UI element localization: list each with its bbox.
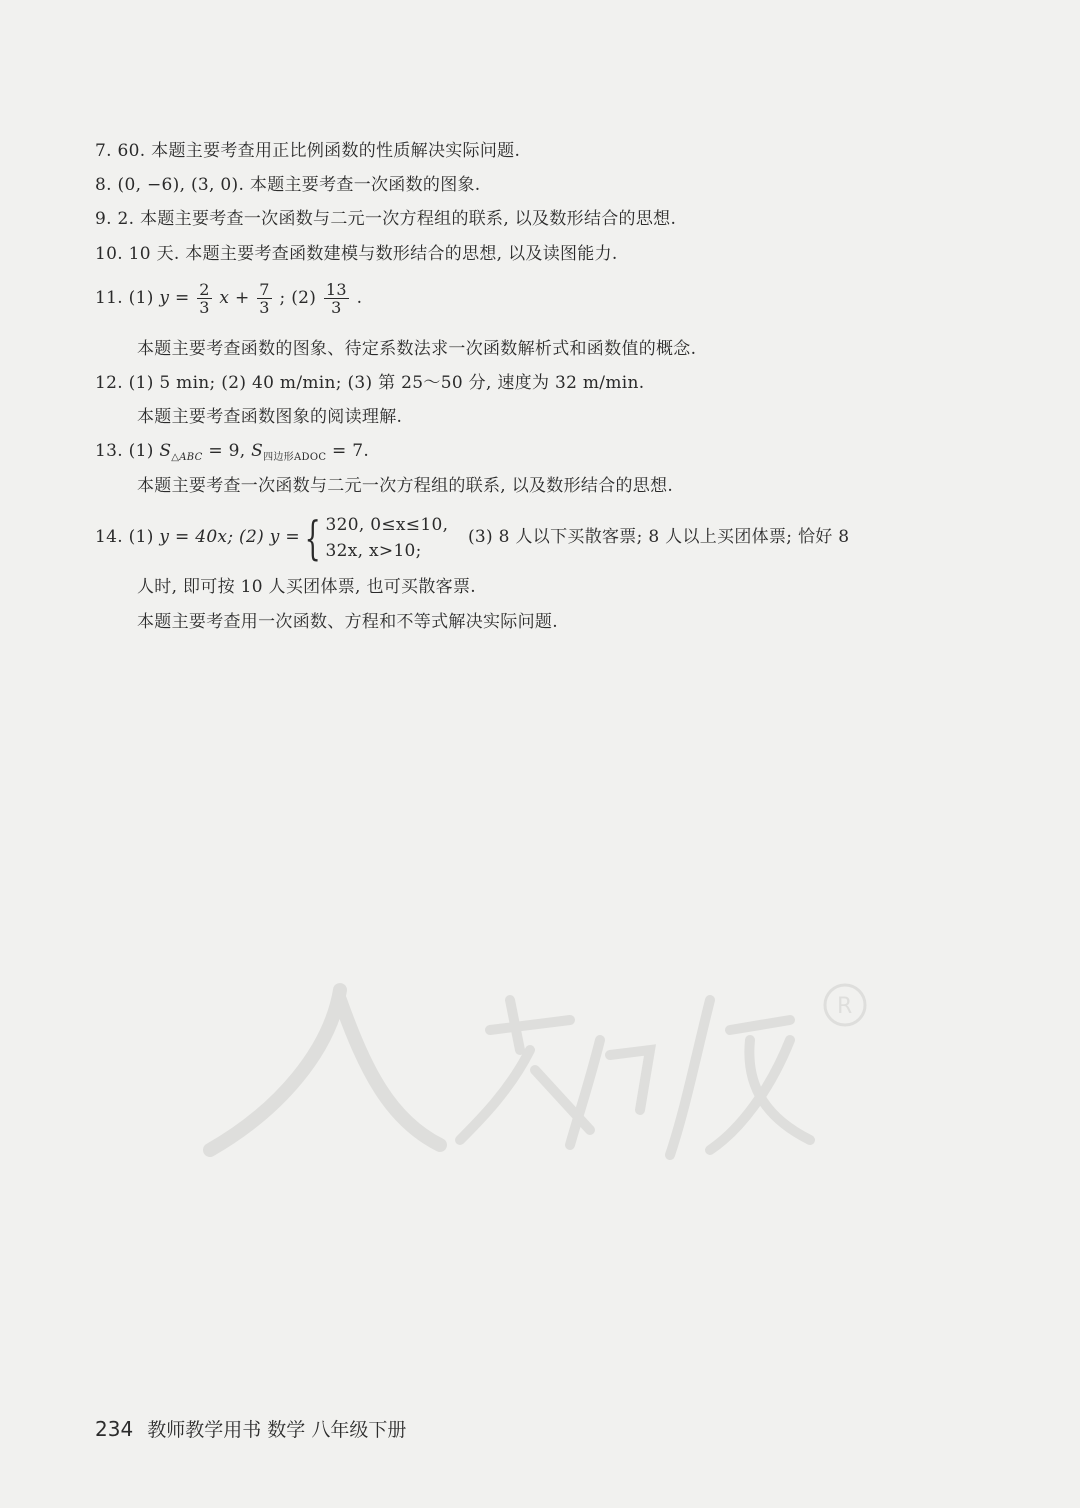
- answer-14-y-eq: y =: [269, 527, 300, 547]
- piecewise-cases: [325, 512, 448, 564]
- area-symbol: S: [159, 441, 172, 461]
- case-2: 32x, x>10;: [325, 540, 422, 561]
- answer-12-note: 本题主要考查函数图象的阅读理解.: [137, 407, 403, 427]
- answer-11-y-eq: y =: [159, 288, 190, 308]
- answer-11-prefix: 11. (1): [95, 288, 154, 308]
- answer-14-prefix: 14. (1): [95, 527, 154, 547]
- fraction-denominator: 3: [331, 298, 342, 317]
- fraction-13-3: [324, 281, 349, 316]
- answer-14: [95, 510, 849, 564]
- answer-13-note: 本题主要考查一次函数与二元一次方程组的联系, 以及数形结合的思想.: [137, 476, 674, 496]
- answer-11-note: 本题主要考查函数的图象、待定系数法求一次函数解析式和函数值的概念.: [137, 339, 697, 359]
- answer-14-note: 本题主要考查用一次函数、方程和不等式解决实际问题.: [137, 612, 558, 632]
- page-footer: [95, 1415, 406, 1442]
- svg-text:R: R: [837, 994, 853, 1019]
- area-value: = 9,: [208, 441, 246, 461]
- fraction-7-3: [257, 281, 271, 316]
- answer-13: [95, 440, 369, 469]
- answer-9: 9. 2. 本题主要考查一次函数与二元一次方程组的联系, 以及数形结合的思想.: [95, 209, 677, 229]
- book-title: 教师教学用书 数学 八年级下册: [147, 1419, 407, 1441]
- answer-8: 8. (0, −6), (3, 0). 本题主要考查一次函数的图象.: [95, 175, 481, 195]
- answer-11: [95, 278, 362, 318]
- area-subscript: △ABC: [171, 452, 203, 463]
- answer-14-part3: (3) 8 人以下买散客票; 8 人以上买团体票; 恰好 8: [468, 527, 850, 547]
- answer-10: 10. 10 天. 本题主要考查函数建模与数形结合的思想, 以及读图能力.: [95, 244, 618, 264]
- fraction-numerator: 7: [259, 280, 270, 299]
- fraction-numerator: 13: [325, 280, 347, 299]
- answer-11-end: .: [356, 288, 363, 308]
- area-symbol: S: [251, 441, 264, 461]
- left-brace: {: [304, 510, 321, 565]
- fraction-2-3: [197, 281, 211, 316]
- answer-14-part1: y = 40x; (2): [159, 527, 265, 547]
- answer-7: 7. 60. 本题主要考查用正比例函数的性质解决实际问题.: [95, 141, 521, 161]
- fraction-denominator: 3: [199, 298, 210, 317]
- answer-13-prefix: 13. (1): [95, 441, 154, 461]
- answer-14-continued: 人时, 即可按 10 人买团体票, 也可买散客票.: [137, 577, 476, 597]
- case-1: 320, 0≤x≤10,: [325, 514, 449, 535]
- answer-12: 12. (1) 5 min; (2) 40 m/min; (3) 第 25～50 分, 速度为 32 m/min.: [95, 373, 645, 393]
- page-number: 234: [95, 1417, 134, 1441]
- fraction-numerator: 2: [199, 280, 210, 299]
- publisher-watermark-logo: [190, 960, 890, 1180]
- fraction-denominator: 3: [259, 298, 270, 317]
- area-subscript: 四边形ADOC: [263, 452, 327, 463]
- answer-11-x-plus: x +: [219, 288, 250, 308]
- answer-11-mid: ; (2): [279, 288, 317, 308]
- area-value: = 7.: [332, 441, 370, 461]
